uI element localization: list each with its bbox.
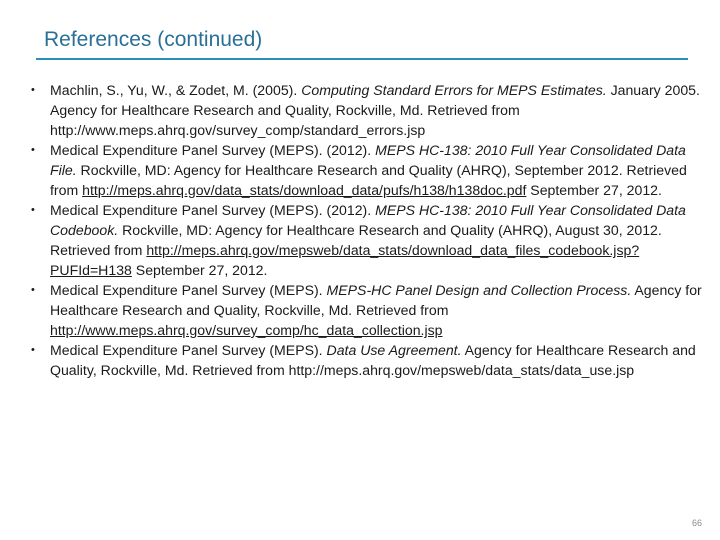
reference-retrieved-date: September 27, 2012. bbox=[131, 262, 268, 278]
reference-url: http://www.meps.ahrq.gov/survey_comp/standard_errors.jsp bbox=[50, 122, 426, 138]
reference-details: Rockville, MD: Agency for Healthcare Research and Quality (AHRQ), August 30, 2012. Retrieved from bbox=[50, 222, 662, 258]
bullet-icon: • bbox=[31, 284, 35, 296]
reference-authors: Medical Expenditure Panel Survey (MEPS). bbox=[50, 282, 327, 298]
reference-list bbox=[26, 80, 702, 380]
reference-item bbox=[26, 140, 702, 200]
reference-details: Agency for Healthcare Research and Quality, Rockville, Md. Retrieved from bbox=[50, 342, 696, 378]
reference-retrieved-date: September 27, 2012. bbox=[526, 182, 662, 198]
reference-details: Rockville, MD: Agency for Healthcare Research and Quality (AHRQ), September 2012. Retrieved from bbox=[50, 162, 687, 198]
reference-authors: Machlin, S., Yu, W., & Zodet, M. (2005). bbox=[50, 82, 302, 98]
page-number: 66 bbox=[691, 518, 702, 528]
bullet-icon: • bbox=[31, 84, 35, 96]
reference-title: Computing Standard Errors for MEPS Estimates. bbox=[301, 82, 607, 98]
bullet-icon: • bbox=[31, 144, 35, 156]
reference-link[interactable]: http://meps.ahrq.gov/data_stats/download_data/pufs/h138/h138doc.pdf bbox=[82, 182, 527, 198]
reference-authors: Medical Expenditure Panel Survey (MEPS). bbox=[50, 342, 327, 358]
reference-authors: Medical Expenditure Panel Survey (MEPS). (2012). bbox=[50, 202, 376, 218]
reference-title: MEPS HC-138: 2010 Full Year Consolidated Data File. bbox=[50, 142, 686, 178]
reference-link[interactable]: http://meps.ahrq.gov/mepsweb/data_stats/download_data_files_codebook.jsp?PUFId=H138 bbox=[50, 242, 640, 278]
bullet-icon: • bbox=[31, 344, 35, 356]
reference-url: http://meps.ahrq.gov/mepsweb/data_stats/data_use.jsp bbox=[288, 362, 635, 378]
reference-details: Agency for Healthcare Research and Quality, Rockville, Md. Retrieved from bbox=[50, 282, 702, 318]
reference-details: January 2005. Agency for Healthcare Research and Quality, Rockville, Md. Retrieved from bbox=[50, 82, 700, 118]
title-divider bbox=[36, 58, 688, 60]
reference-title: MEPS HC-138: 2010 Full Year Consolidated Data Codebook. bbox=[50, 202, 686, 238]
reference-title: MEPS-HC Panel Design and Collection Process. bbox=[326, 282, 632, 298]
reference-link[interactable]: http://www.meps.ahrq.gov/survey_comp/hc_data_collection.jsp bbox=[50, 322, 443, 338]
page-title: References (continued) bbox=[44, 28, 263, 51]
reference-authors: Medical Expenditure Panel Survey (MEPS). (2012). bbox=[50, 142, 376, 158]
reference-title: Data Use Agreement. bbox=[326, 342, 462, 358]
bullet-icon: • bbox=[31, 204, 35, 216]
reference-item bbox=[26, 280, 702, 340]
reference-item bbox=[26, 340, 702, 380]
reference-item bbox=[26, 200, 702, 280]
reference-item bbox=[26, 80, 702, 140]
